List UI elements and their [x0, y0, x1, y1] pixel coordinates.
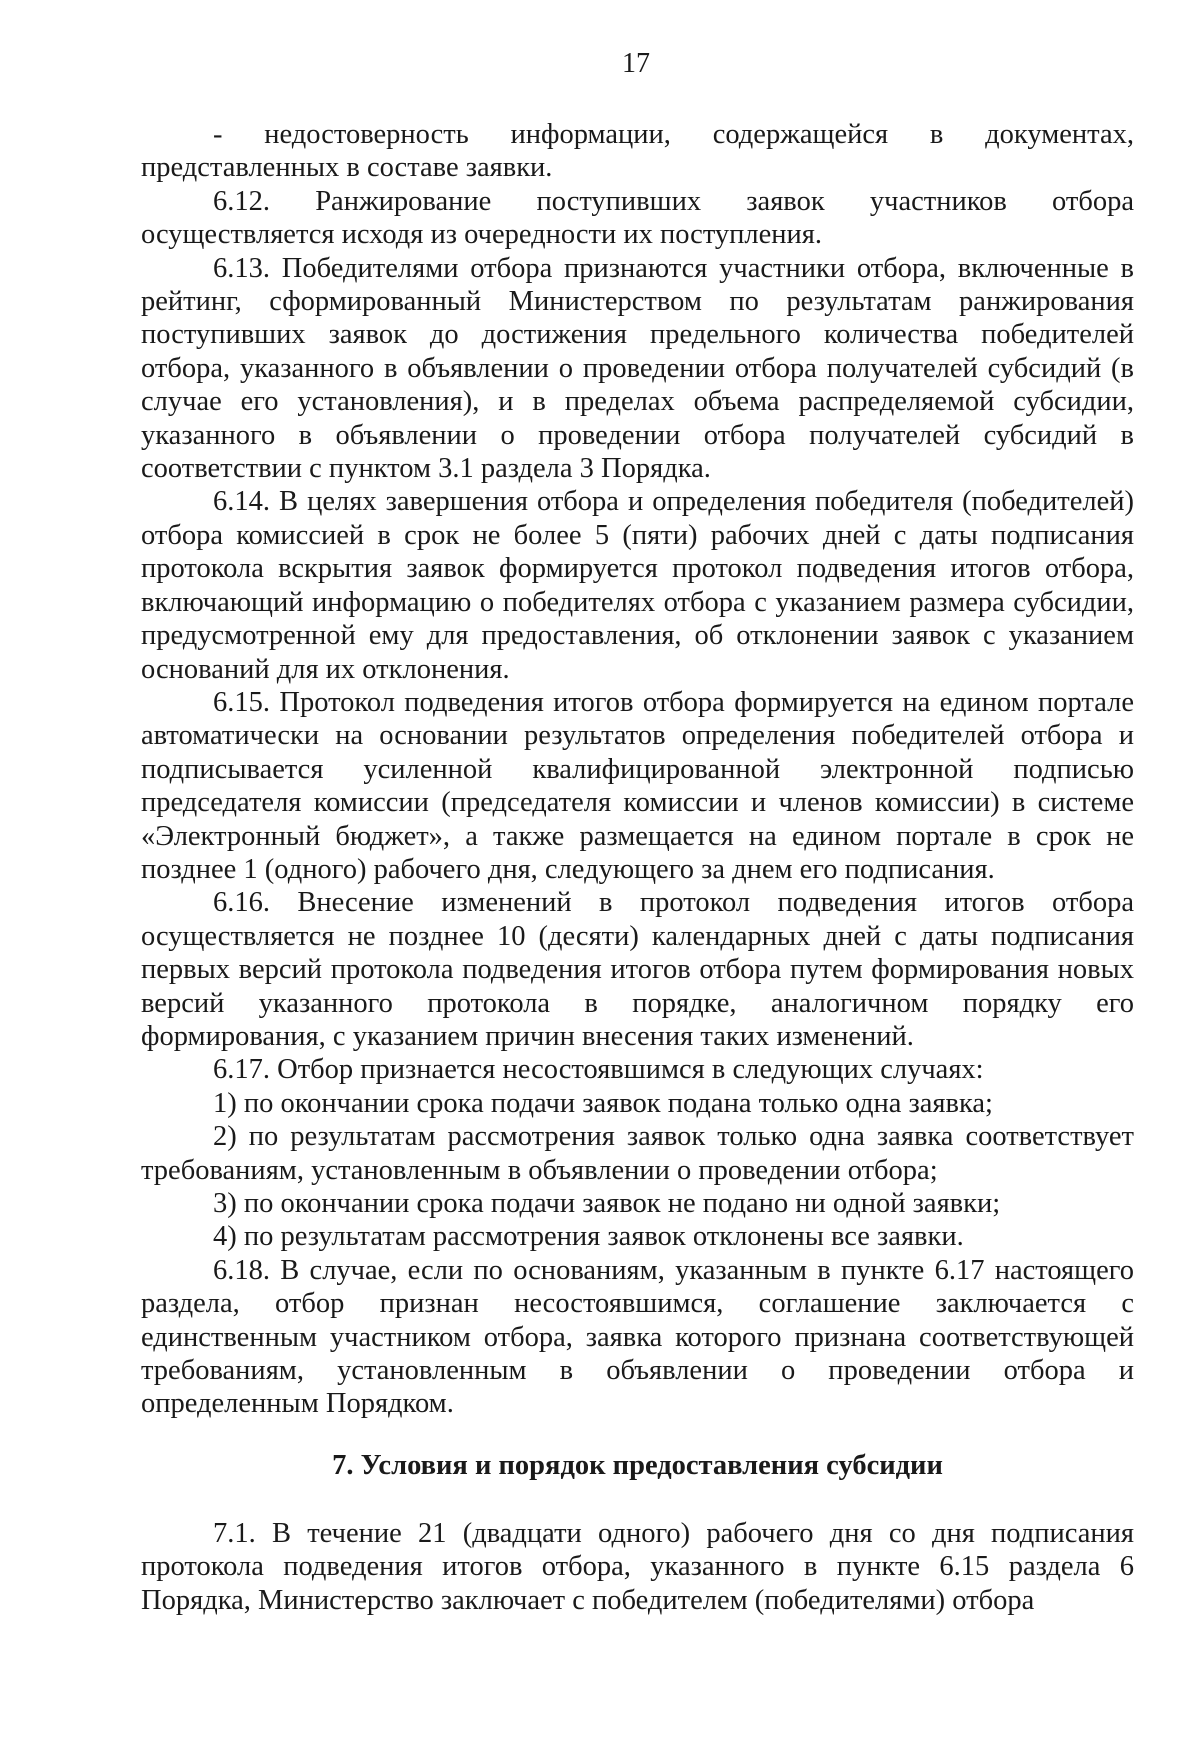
- paragraph-6-13: 6.13. Победителями отбора признаются участники отбора, включенные в рейтинг, сформированный Министерством по результатам ранжирования поступивших заявок до достижения предельного количества победителей отбора, указанного в объявлении о проведении отбора получателей субсидий (в случае его установления), и в пределах объема распределяемой субсидии, указанного в объявлении о проведении отбора получателей субсидий в соответствии с пунктом 3.1 раздела 3 Порядка.: [141, 252, 1134, 485]
- paragraph-6-14: 6.14. В целях завершения отбора и определения победителя (победителей) отбора комиссией в срок не более 5 (пяти) рабочих дней с даты подписания протокола вскрытия заявок формируется протокол подведения итогов отбора, включающий информацию о победителях отбора с указанием размера субсидии, предусмотренной ему для предоставления, об отклонении заявок с указанием оснований для их отклонения.: [141, 486, 1134, 685]
- paragraph-6-17: 6.17. Отбор признается несостоявшимся в следующих случаях:: [213, 1054, 984, 1086]
- list-item-4: 4) по результатам рассмотрения заявок отклонены все заявки.: [213, 1221, 964, 1253]
- list-item-1: 1) по окончании срока подачи заявок подана только одна заявка;: [213, 1087, 993, 1119]
- paragraph-6-16: 6.16. Внесение изменений в протокол подведения итогов отбора осуществляется не позднее 10 (десяти) календарных дней с даты подписания первых версий протокола подведения итогов отбора путем формирования новых версий указанного протокола в порядке, аналогичном порядку его формирования, с указанием причин внесения таких изменений.: [141, 887, 1134, 1052]
- page-number: 17: [622, 48, 650, 79]
- paragraph-6-18: 6.18. В случае, если по основаниям, указанным в пункте 6.17 настоящего раздела, отбор признан несостоявшимся, соглашение заключается с единственным участником отбора, заявка которого признана соответствующей требованиям, установленным в объявлении о проведении отбора и определенным Порядком.: [141, 1254, 1134, 1420]
- paragraph-7-1: 7.1. В течение 21 (двадцати одного) рабочего дня со дня подписания протокола подведения итогов отбора, указанного в пункте 6.15 раздела 6 Порядка, Министерство заключает с победителем (победителями) отбора: [141, 1517, 1134, 1616]
- paragraph-6-15: 6.15. Протокол подведения итогов отбора формируется на едином портале автоматически на основании результатов определения победителей отбора и подписывается усиленной квалифицированной электронной подписью председателя комиссии (председателя комиссии и членов комиссии) в системе «Электронный бюджет», а также размещается на едином портале в срок не позднее 1 (одного) рабочего дня, следующего за днем его подписания.: [141, 686, 1134, 885]
- paragraph-6-12: 6.12. Ранжирование поступивших заявок участников отбора осуществляется исходя из очередности их поступления.: [141, 185, 1134, 251]
- list-item-3: 3) по окончании срока подачи заявок не подано ни одной заявки;: [213, 1188, 1001, 1219]
- section-heading-7: 7. Условия и порядок предоставления субсидии: [332, 1449, 943, 1481]
- list-item-2: 2) по результатам рассмотрения заявок только одна заявка соответствует требованиям, установленным в объявлении о проведении отбора;: [141, 1121, 1134, 1186]
- document-body: [141, 118, 1134, 1617]
- paragraph-unreliable-info: - недостоверность информации, содержащейся в документах, представленных в составе заявки.: [141, 119, 1134, 184]
